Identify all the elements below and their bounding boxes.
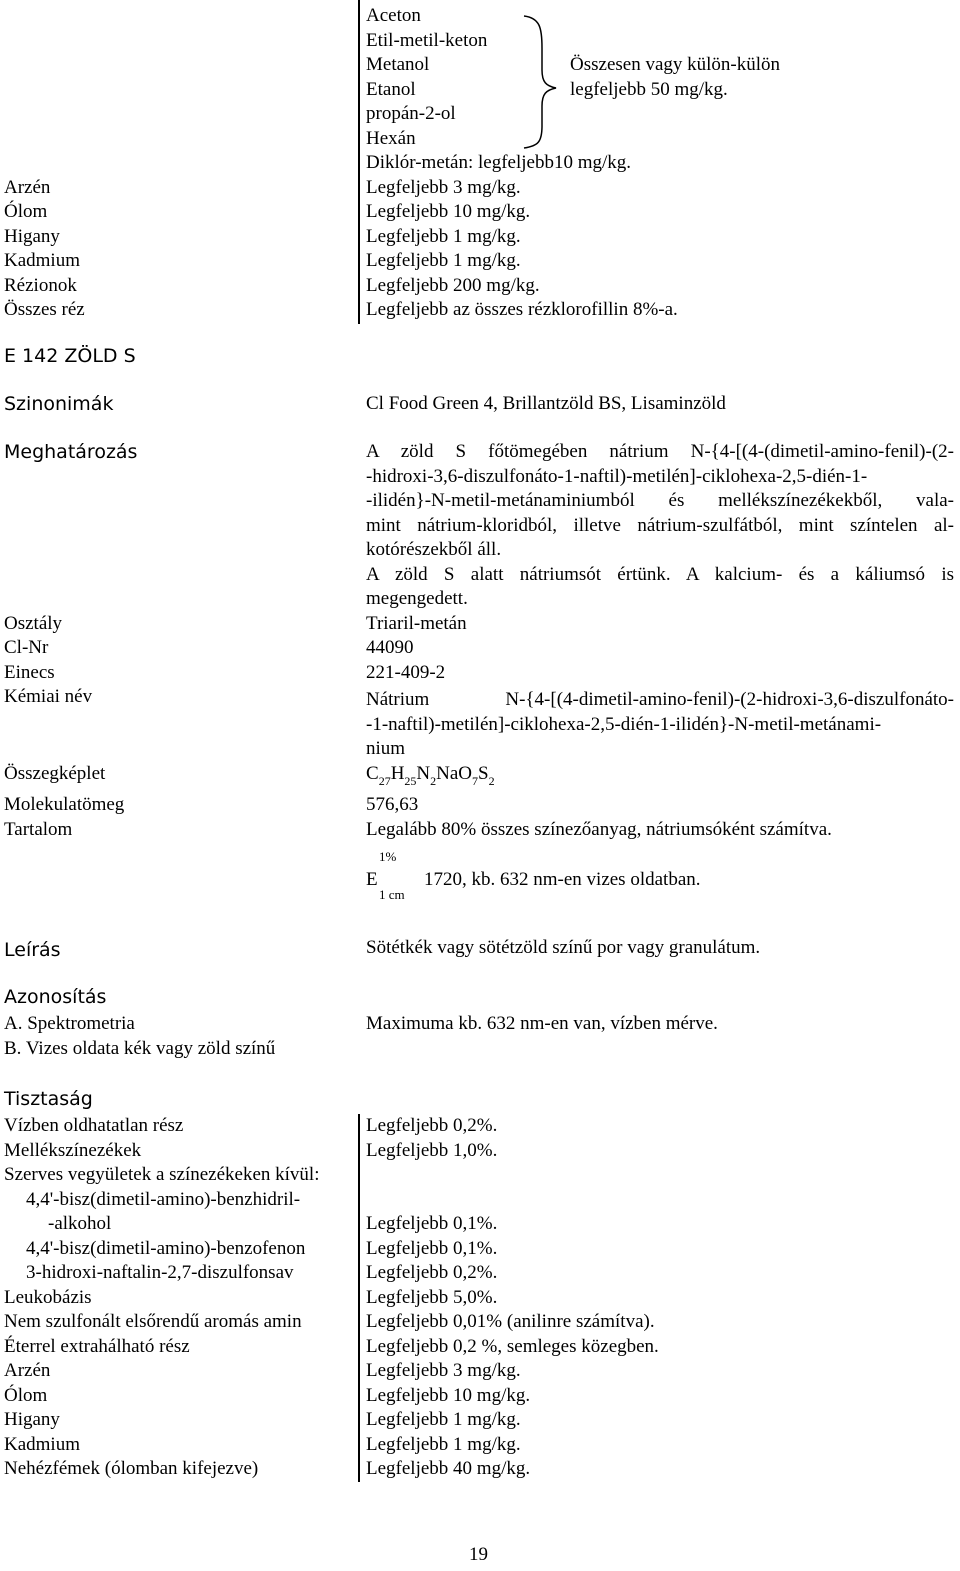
purity-item-value: Legfeljebb 10 mg/kg. — [366, 1385, 531, 1406]
limit-value: Legfeljebb 10 mg/kg. — [366, 201, 531, 222]
purity-item-value: Legfeljebb 5,0%. — [366, 1287, 498, 1308]
description-value: Sötétkék vagy sötétzöld színű por vagy granulátum. — [366, 937, 761, 958]
ident-a-label: A. Spektrometria — [4, 1013, 135, 1034]
purity-item-label: -alkohol — [48, 1213, 112, 1234]
solvent-item: Etanol — [366, 79, 416, 100]
class-value: Triaril-metán — [366, 613, 467, 634]
purity-item-label: Vízben oldhatatlan rész — [4, 1115, 184, 1136]
purity-item-value: Legfeljebb 3 mg/kg. — [366, 1360, 521, 1381]
definition-p2-line: megengedett. — [366, 588, 468, 609]
definition-label: Meghatározás — [4, 441, 138, 463]
limit-value: Legfeljebb 200 mg/kg. — [366, 275, 540, 296]
purity-item-value: Legfeljebb 1 mg/kg. — [366, 1434, 521, 1455]
molweight-value: 576,63 — [366, 794, 419, 815]
synonyms-label: Szinonimák — [4, 393, 114, 415]
purity-item-label: Éterrel extrahálható rész — [4, 1336, 190, 1357]
purity-item-label: 3-hidroxi-naftalin-2,7-diszulfonsav — [26, 1262, 294, 1283]
purity-label: Tisztaság — [4, 1088, 93, 1110]
class-label: Osztály — [4, 613, 63, 634]
purity-item-label: Ólom — [4, 1385, 48, 1406]
purity-column-divider — [358, 1114, 360, 1482]
chemname-line: Nátrium N-{4-[(4-dimetil-amino-fenil)-(2-hidroxi-3,6-diszulfonáto- — [366, 689, 954, 710]
chemname-line: nium — [366, 738, 406, 759]
purity-item-value: Legfeljebb 0,1%. — [366, 1213, 498, 1234]
content-value: Legalább 80% összes színezőanyag, nátriumsóként számítva. — [366, 819, 832, 840]
chemname-line: -1-naftil)-metilén]-ciklohexa-2,5-dién-1-ilidén}-N-metil-metánami- — [366, 714, 882, 735]
extinction-value: 1720, kb. 632 nm-en vizes oldatban. — [424, 869, 701, 890]
solvent-item: Etil-metil-keton — [366, 30, 488, 51]
purity-item-label: 4,4'-bisz(dimetil-amino)-benzofenon — [26, 1238, 306, 1259]
limit-label: Összes réz — [4, 299, 85, 320]
purity-item-value: Legfeljebb 1,0%. — [366, 1140, 498, 1161]
solvent-note-line2: legfeljebb 50 mg/kg. — [570, 79, 728, 100]
purity-item-value: Legfeljebb 0,2 %, semleges közegben. — [366, 1336, 659, 1357]
clnr-label: Cl-Nr — [4, 637, 49, 658]
solvent-item: Metanol — [366, 54, 430, 75]
limit-value: Legfeljebb 1 mg/kg. — [366, 226, 521, 247]
purity-item-label: Nehézfémek (ólomban kifejezve) — [4, 1458, 259, 1479]
solvent-item: Hexán — [366, 128, 416, 149]
extinction-superscript: 1% — [379, 849, 397, 864]
dichloromethane-limit: Diklór-metán: legfeljebb10 mg/kg. — [366, 152, 632, 173]
definition-line: A zöld S főtömegében nátrium N-{4-[(4-(dimetil-amino-fenil)-(2- — [366, 441, 954, 462]
limit-value: Legfeljebb az összes rézklorofillin 8%-a. — [366, 299, 678, 320]
definition-p2-line: A zöld S alatt nátriumsót értünk. A kalcium- és a káliumsó is — [366, 564, 954, 585]
content-label: Tartalom — [4, 819, 73, 840]
section-title: E 142 ZÖLD S — [4, 345, 136, 367]
purity-item-value: Legfeljebb 1 mg/kg. — [366, 1409, 521, 1430]
page-number: 19 — [469, 1544, 488, 1565]
limit-label: Rézionok — [4, 275, 77, 296]
purity-item-value: Legfeljebb 0,1%. — [366, 1238, 498, 1259]
purity-item-label: Nem szulfonált elsőrendű aromás amin — [4, 1311, 302, 1332]
purity-item-label: Leukobázis — [4, 1287, 92, 1308]
ident-b-label: B. Vizes oldata kék vagy zöld színű — [4, 1038, 276, 1059]
chemname-label: Kémiai név — [4, 686, 93, 707]
solvent-item: Aceton — [366, 5, 421, 26]
purity-item-value: Legfeljebb 0,2%. — [366, 1115, 498, 1136]
curly-brace — [520, 14, 560, 150]
top-column-divider — [358, 0, 360, 324]
definition-line: -hidroxi-3,6-diszulfonáto-1-naftil)-metilén]-ciklohexa-2,5-dién-1- — [366, 466, 868, 487]
extinction-subscript: 1 cm — [379, 887, 405, 902]
einecs-value: 221-409-2 — [366, 662, 446, 683]
purity-item-value: Legfeljebb 0,01% (anilinre számítva). — [366, 1311, 655, 1332]
einecs-label: Einecs — [4, 662, 55, 683]
identification-label: Azonosítás — [4, 986, 107, 1008]
synonyms-value: Cl Food Green 4, Brillantzöld BS, Lisaminzöld — [366, 393, 726, 414]
definition-line: kotórészekből áll. — [366, 539, 502, 560]
ident-a-value: Maximuma kb. 632 nm-en van, vízben mérve. — [366, 1013, 718, 1034]
purity-item-label: 4,4'-bisz(dimetil-amino)-benzhidril- — [26, 1189, 301, 1210]
purity-item-label: Higany — [4, 1409, 60, 1430]
clnr-value: 44090 — [366, 637, 414, 658]
limit-value: Legfeljebb 1 mg/kg. — [366, 250, 521, 271]
solvent-note-line1: Összesen vagy külön-külön — [570, 54, 781, 75]
limit-label: Ólom — [4, 201, 48, 222]
purity-item-label: Arzén — [4, 1360, 51, 1381]
solvent-item: propán-2-ol — [366, 103, 456, 124]
molecular-formula: $C_{27}H_{25}N_2NaO_7S_2$ — [366, 763, 495, 788]
purity-item-value: Legfeljebb 40 mg/kg. — [366, 1458, 531, 1479]
limit-label: Higany — [4, 226, 60, 247]
limit-value: Legfeljebb 3 mg/kg. — [366, 177, 521, 198]
purity-item-value: Legfeljebb 0,2%. — [366, 1262, 498, 1283]
definition-line: -ilidén}-N-metil-metánaminiumból és mellékszínezékekből, vala- — [366, 490, 954, 511]
definition-line: mint nátrium-kloridból, illetve nátrium-szulfátból, mint színtelen al- — [366, 515, 954, 536]
purity-item-label: Kadmium — [4, 1434, 80, 1455]
extinction-symbol: E — [366, 869, 378, 890]
limit-label: Arzén — [4, 177, 51, 198]
purity-item-label: Mellékszínezékek — [4, 1140, 142, 1161]
formula-label: Összegképlet — [4, 763, 106, 784]
description-label: Leírás — [4, 939, 61, 961]
molweight-label: Molekulatömeg — [4, 794, 125, 815]
purity-item-label: Szerves vegyületek a színezékeken kívül: — [4, 1164, 320, 1185]
limit-label: Kadmium — [4, 250, 80, 271]
